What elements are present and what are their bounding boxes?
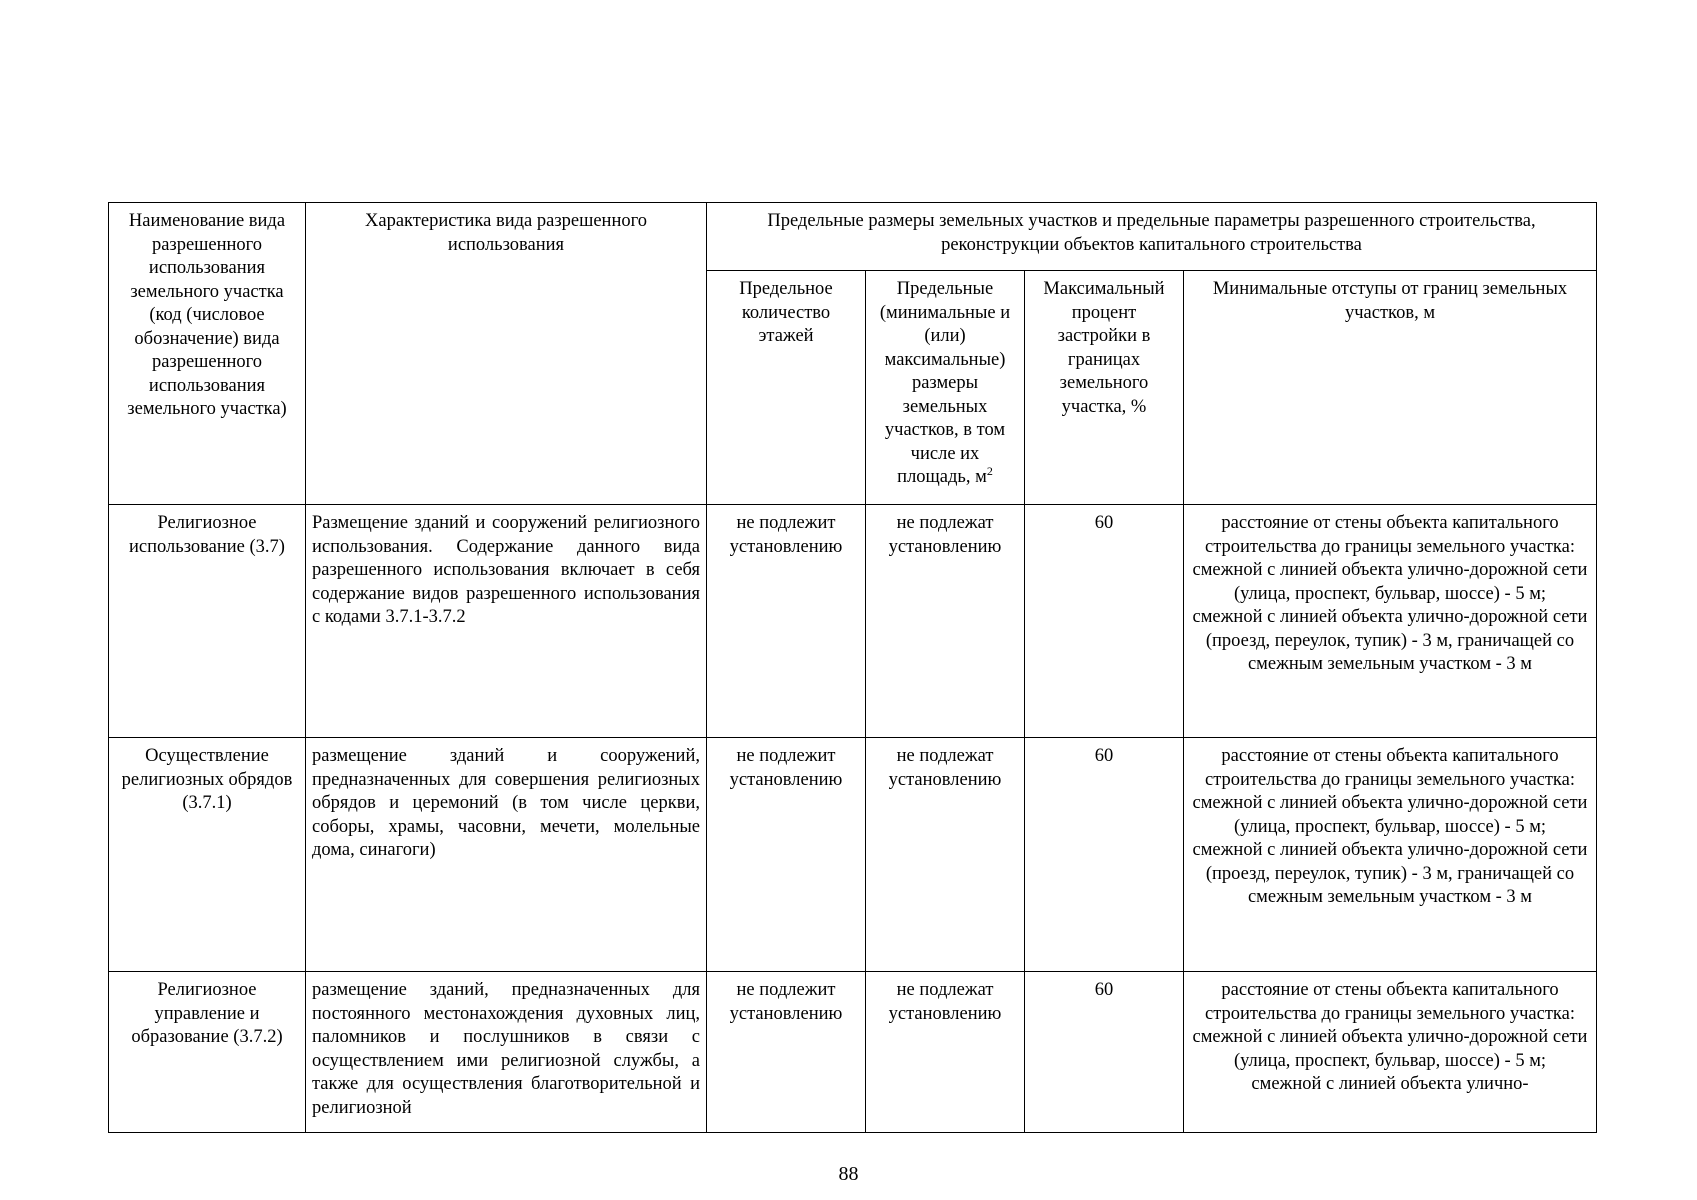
cell-floors: не подлежит установлению [707,505,866,738]
header-plot-size-text: Предельные (минимальные и (или) максимальные) размеры земельных участков, в том числе их площадь, м [879,279,1011,487]
header-floors: Предельное количество этажей [707,271,866,505]
cell-description: Размещение зданий и сооружений религиозного использования. Содержание данного вида разрешенного использования включает в себя содержание видов разрешенного использования с кодами 3.7.1-3.7.2 [306,505,707,738]
cell-plot-size: не подлежат установлению [866,738,1025,972]
header-row [109,203,1597,271]
cell-coverage: 60 [1025,738,1184,972]
header-name: Наименование вида разрешенного использования земельного участка (код (числовое обозначение) вида разрешенного использования земельного участка) [109,203,306,505]
cell-setbacks [1184,738,1597,972]
setbacks-paragraph: смежной с линией объекта улично- [1251,1074,1529,1094]
cell-description: размещение зданий и сооружений, предназначенных для совершения религиозных обрядов и церемоний (в том числе церкви, соборы, храмы, часовни, мечети, молельные дома, синагоги) [306,738,707,972]
table-row [109,972,1597,1133]
header-description: Характеристика вида разрешенного использования [306,203,707,505]
cell-coverage: 60 [1025,505,1184,738]
cell-plot-size: не подлежат установлению [866,505,1025,738]
setbacks-paragraph: смежной с линией объекта улично-дорожной сети (проезд, переулок, тупик) - 3 м, граничащей со смежным земельным участком - 3 м [1192,840,1588,907]
table-row [109,505,1597,738]
cell-name: Осуществление религиозных обрядов (3.7.1) [109,738,306,972]
cell-name: Религиозное управление и образование (3.7.2) [109,972,306,1133]
table-row [109,738,1597,972]
header-setbacks: Минимальные отступы от границ земельных участков, м [1184,271,1597,505]
page-number: 88 [838,1163,859,1185]
setbacks-paragraph: расстояние от стены объекта капитального строительства до границы земельного участка: смежной с линией объекта улично-дорожной сети (улица, проспект, бульвар, шоссе) - 5 м; [1192,513,1588,604]
header-limits-group: Предельные размеры земельных участков и предельные параметры разрешенного строительства, реконструкции объектов капитального строительства [707,203,1597,271]
header-coverage: Максимальный процент застройки в границах земельного участка, % [1025,271,1184,505]
setbacks-paragraph: расстояние от стены объекта капитального строительства до границы земельного участка: смежной с линией объекта улично-дорожной сети (улица, проспект, бульвар, шоссе) - 5 м; [1192,746,1588,837]
cell-floors: не подлежит установлению [707,972,866,1133]
cell-coverage: 60 [1025,972,1184,1133]
cell-setbacks [1184,972,1597,1133]
cell-setbacks [1184,505,1597,738]
cell-description: размещение зданий, предназначенных для постоянного местонахождения духовных лиц, паломников и послушников в связи с осуществлением ими религиозной службы, а также для осуществления благотворительной и религиозной [306,972,707,1133]
cell-floors: не подлежит установлению [707,738,866,972]
cell-plot-size: не подлежат установлению [866,972,1025,1133]
header-plot-size-superscript: 2 [986,463,993,478]
header-plot-size [866,271,1025,505]
cell-name: Религиозное использование (3.7) [109,505,306,738]
setbacks-paragraph: расстояние от стены объекта капитального строительства до границы земельного участка: смежной с линией объекта улично-дорожной сети (улица, проспект, бульвар, шоссе) - 5 м; [1192,980,1588,1071]
land-use-regulations-table [108,202,1597,1133]
setbacks-paragraph: смежной с линией объекта улично-дорожной сети (проезд, переулок, тупик) - 3 м, граничащей со смежным земельным участком - 3 м [1192,607,1588,674]
